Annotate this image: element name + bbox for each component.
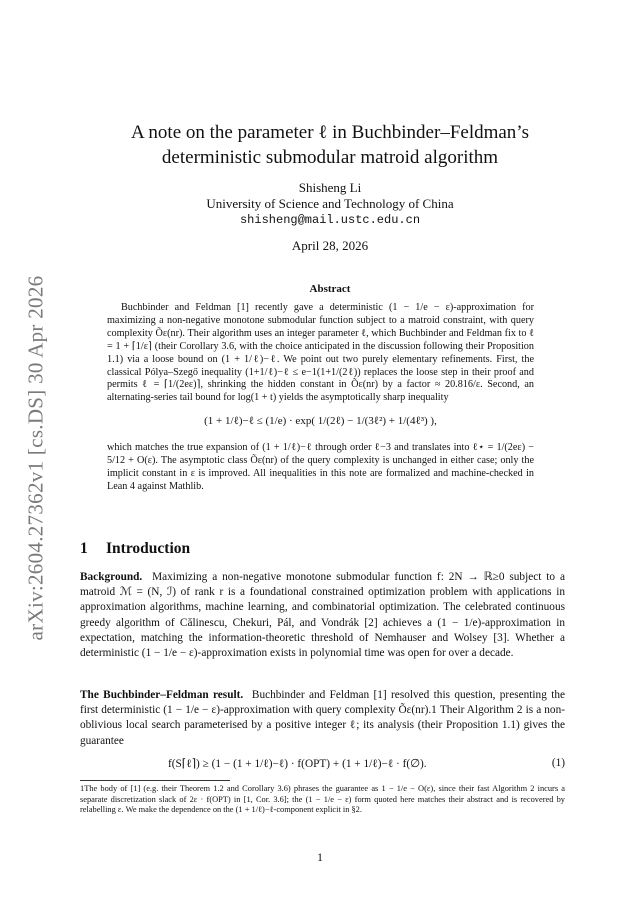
background-paragraph bbox=[80, 570, 565, 661]
abstract-paragraph-2: which matches the true expansion of (1 + 1/ℓ)−ℓ through order ℓ−3 and translates into ℓ⋆ = 1/(2eε) − 5/12 + O(ε). The asymptotic class Õε(nr) of the query complexity is unchanged in either case; only the implicit constant in ε is improved. All inequalities in this note are formalized and machine-checked in Lean 4 against Mathlib. bbox=[107, 442, 534, 492]
author-affiliation: University of Science and Technology of China bbox=[206, 196, 454, 211]
paper-date: April 28, 2026 bbox=[291, 238, 369, 253]
bf-result-paragraph bbox=[80, 688, 565, 749]
abstract-heading: Abstract bbox=[309, 283, 351, 295]
background-text: Maximizing a non-negative monotone submodular function f: 2N → ℝ≥0 subject to a matroid ℳ = (N, ℐ) of rank r is a foundational constrained optimization problem with applications in approximation algorithms, machine learning, and combinatorial optimization. The celebrated continuous greedy algorithm of Călinescu, Chekuri, Pál, and Vondrák [2] achieves a (1 − 1/e)-approximation in expectation, matching the information-theoretic threshold of Nemhauser and Wolsey [3]. Whether a deterministic (1 − 1/e − ε)-approximation exists in polynomial time was open for over a decade. bbox=[80, 571, 565, 660]
abstract-equation: (1 + 1/ℓ)−ℓ ≤ (1/e) · exp( 1/(2ℓ) − 1/(3ℓ²) + 1/(4ℓ³) ), bbox=[204, 415, 437, 428]
footnote-1: 1The body of [1] (e.g. their Theorem 1.2 and Corollary 3.6) phrases the guarantee as 1 − 1/e − O(ε), since their fast Algorithm 2 incurs a separate discretization slack of 2ε · f(OPT) in [1, Cor. 3.6]; the (1 − 1/e − ε) form quoted here matches their abstract and is recovered by relabelling ε. We make the dependence on the (1 + 1/ℓ)−ℓ-component explicit in §2. bbox=[80, 784, 565, 815]
bf-result-lead: The Buchbinder–Feldman result. bbox=[80, 689, 244, 701]
footnote-rule bbox=[80, 780, 230, 781]
section-title: Introduction bbox=[106, 540, 191, 557]
author-block bbox=[90, 180, 570, 228]
section-heading-introduction bbox=[80, 540, 190, 558]
page-number: 1 bbox=[317, 850, 323, 864]
arxiv-sidebar bbox=[16, 265, 56, 650]
arxiv-identifier[interactable]: arXiv:2604.27362v1 [cs.DS] 30 Apr 2026 bbox=[23, 275, 48, 640]
equation-1-body: f(S⌈ℓ⌉) ≥ (1 − (1 + 1/ℓ)−ℓ) · f(OPT) + (1 + 1/ℓ)−ℓ · f(∅). bbox=[168, 758, 427, 770]
author-email[interactable]: shisheng@mail.ustc.edu.cn bbox=[239, 213, 421, 227]
equation-1-number: (1) bbox=[551, 757, 565, 769]
bf-result-text: Buchbinder and Feldman [1] resolved this question, presenting the first deterministic (1 − 1/e − ε)-approximation with query complexity Õε(nr).1 Their Algorithm 2 is a non-oblivious local search parameterised by a positive integer ℓ; its analysis (their Proposition 1.1) gives the guarantee bbox=[80, 689, 565, 747]
abstract-paragraph-1: Buchbinder and Feldman [1] recently gave a deterministic (1 − 1/e − ε)-approximation for maximizing a non-negative monotone submodular function subject to a matroid constraint, with query complexity Õε(nr). Their algorithm uses an integer parameter ℓ, which Buchbinder and Feldman fix to ℓ = 1 + ⌈1/ε⌉ (their Corollary 3.6, with the choice anticipated in the discussion following their Proposition 1.1) via a loose bound on (1 + 1/ℓ)−ℓ. We point out two purely elementary refinements. First, the classical Pólya–Szegő inequality (1+1/ℓ)−ℓ ≤ e−1(1+1/(2ℓ)) replaces the loose step in their proof and permits ℓ = ⌈1/(2eε)⌉, shrinking the hidden constant in Õε(nr) by a factor ≈ 20.816/ε. Second, an alternating-series tail bound for log(1 + t) yields the asymptotically sharp inequality bbox=[107, 302, 534, 404]
section-number: 1 bbox=[80, 540, 88, 557]
author-name: Shisheng Li bbox=[298, 180, 362, 195]
background-lead: Background. bbox=[80, 571, 143, 583]
paper-title: A note on the parameter ℓ in Buchbinder–Feldman’s deterministic submodular matroid algorithm bbox=[131, 122, 529, 168]
abstract-body bbox=[107, 302, 534, 494]
